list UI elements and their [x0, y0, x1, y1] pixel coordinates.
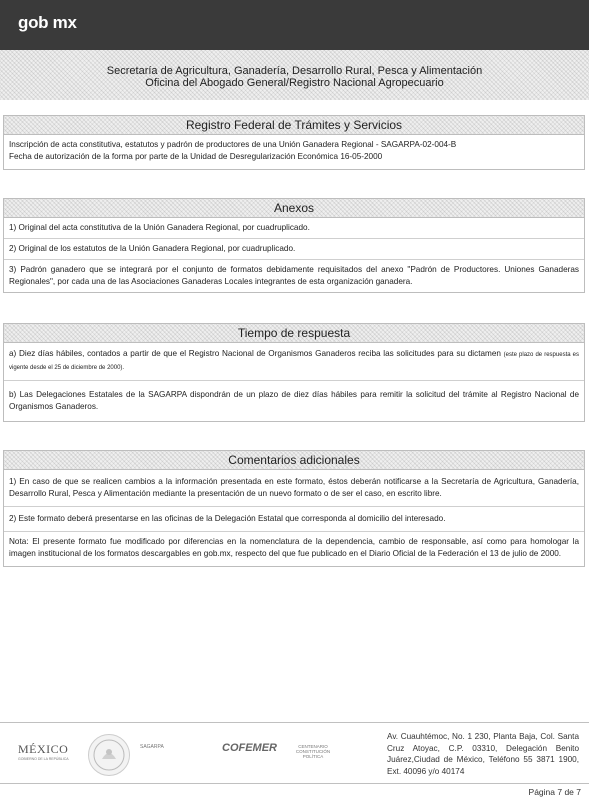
section-anexos [3, 198, 585, 293]
tiempo-item-a-text: a) Diez días hábiles, contados a partir de que el Registro Nacional de Organismos Ganaderos reciba las solicitudes para su dictamen [9, 349, 501, 358]
footer [0, 724, 589, 782]
section-comentarios [3, 450, 585, 567]
sagarpa-logo: SAGARPA [140, 744, 164, 750]
document-header [0, 50, 589, 100]
section-title-comentarios: Comentarios adicionales [4, 451, 584, 470]
registro-content [4, 135, 584, 169]
footer-divider [0, 722, 589, 723]
cofemer-logo: COFEMER [222, 742, 277, 754]
anexo-item: 1) Original del acta constitutiva de la Unión Ganadera Regional, por cuadruplicado. [4, 218, 584, 239]
registro-fecha: Fecha de autorización de la forma por parte de la Unidad de Desregularización Económica 16-05-2000 [9, 152, 383, 161]
section-title-anexos: Anexos [4, 199, 584, 218]
tiempo-item-a [4, 343, 584, 381]
tiempo-item-a-note: (este plazo de respuesta es vigente desde el 25 de diciembre de 2000). [9, 352, 579, 371]
page-number: Página 7 de 7 [528, 787, 581, 797]
centenario-logo: CENTENARIO CONSTITUCIÓN POLÍTICA [295, 744, 331, 759]
registro-tramite: Inscripción de acta constitutiva, estatutos y padrón de productores de una Unión Ganadera Regional - SAGARPA-02-004-B [9, 140, 457, 149]
header-agency: Secretaría de Agricultura, Ganadería, Desarrollo Rural, Pesca y Alimentación [106, 65, 483, 77]
comentario-item: 1) En caso de que se realicen cambios a la información presentada en este formato, éstos deberán notificarse a la Secretaría de Agricultura, Ganadería, Desarrollo Rural, Pesca y Alimentación mediante la presentación de un nuevo formato o de ser el caso, en escrito libre. [4, 470, 584, 507]
section-registro [3, 115, 585, 170]
tiempo-item-b: b) Las Delegaciones Estatales de la SAGARPA dispondrán de un plazo de diez días hábiles para remitir la solicitud del trámite al Registro Nacional de Organismos Ganaderos. [9, 390, 579, 411]
anexo-item: 2) Original de los estatutos de la Unión Ganadera Regional, por cuadruplicado. [4, 239, 584, 260]
gobmx-logo[interactable]: gob mx [18, 13, 77, 32]
top-bar [0, 0, 589, 50]
section-title-tiempo: Tiempo de respuesta [4, 324, 584, 343]
page-footer [0, 783, 589, 801]
header-office: Oficina del Abogado General/Registro Nacional Agropecuario [145, 77, 444, 89]
mexico-logo: MÉXICO GOBIERNO DE LA REPÚBLICA [18, 742, 69, 761]
anexo-item: 3) Padrón ganadero que se integrará por el conjunto de formatos debidamente requisitados del anexo "Padrón de Productores. Uniones Ganaderas Regionales", por cada una de las Asociaciones Ganaderas Locales integrantes de esta organización ganadera. [9, 265, 579, 286]
comentario-nota: Nota: El presente formato fue modificado por diferencias en la nomenclatura de la dependencia, cambio de responsable, así como para homologar la imagen institucional de los formatos descargables en gob.mx, respecto del que fue publicado en el Diario Oficial de la Federación el 13 de julio de 2000. [9, 537, 579, 558]
footer-address: Av. Cuauhtémoc, No. 1 230, Planta Baja, Col. Santa Cruz Atoyac, C.P. 03310, Delegación Benito Juárez,Ciudad de México, Teléfono 55 3871 1900, Ext. 40096 y/o 40174 [387, 732, 579, 776]
section-tiempo [3, 323, 585, 422]
section-title-registro: Registro Federal de Trámites y Servicios [4, 116, 584, 135]
national-seal-icon [88, 734, 130, 776]
comentario-item: 2) Este formato deberá presentarse en las oficinas de la Delegación Estatal que corresponda al domicilio del interesado. [4, 507, 584, 532]
